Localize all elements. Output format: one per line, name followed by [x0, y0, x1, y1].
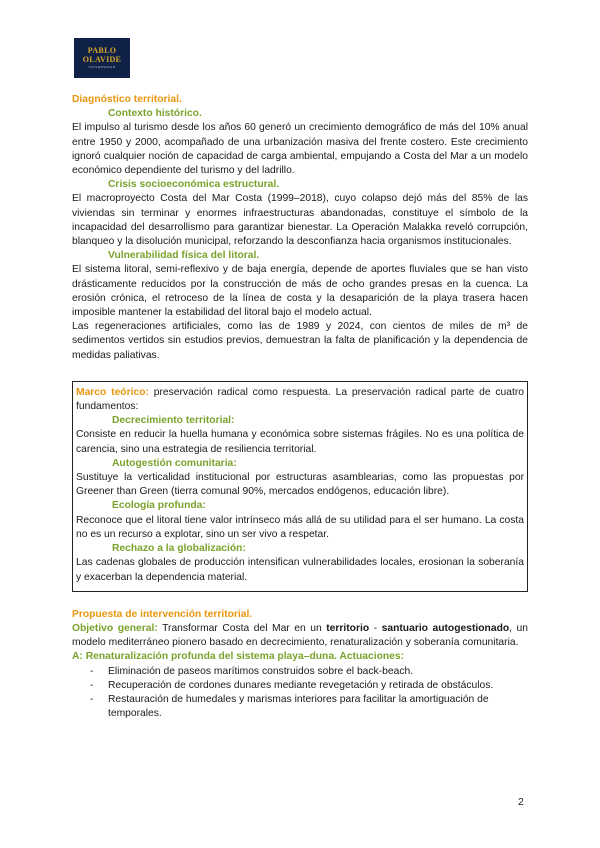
actions-list	[72, 665, 528, 722]
university-logo	[74, 38, 130, 78]
marco-intro	[76, 386, 524, 414]
objetivo-general	[72, 622, 528, 650]
propuesta-title: Propuesta de intervención territorial.	[72, 608, 253, 620]
page-content	[72, 93, 528, 721]
marco-heading-globalizacion: Rechazo a la globalización:	[112, 543, 246, 555]
section-a-heading: A: Renaturalización profunda del sistema playa–duna. Actuaciones:	[72, 651, 405, 663]
section-heading-crisis: Crisis socioeconómica estructural.	[108, 179, 280, 191]
objetivo-label: Objetivo general:	[72, 622, 158, 634]
logo-text-line3: UNIVERSIDAD	[88, 65, 116, 69]
diagnostico-title: Diagnóstico territorial.	[72, 94, 182, 105]
paragraph-contexto: El impulso al turismo desde los años 60 generó un crecimiento demográfico de más del 10% anual entre 1950 y 2000, acompañado de una urbanización masiva del frente costero. Este crecimiento ignoró cualquier noción de capacidad de carga ambiental, empujando a Costa del Mar a un modelo económico dependiente del turismo y del ladrillo.	[72, 122, 528, 177]
objetivo-bold-santuario: santuario autogestionado	[381, 622, 510, 634]
objetivo-sep: -	[369, 622, 382, 634]
list-item: - Restauración de humedales y marismas interiores para facilitar la amortiguación de temporales.	[72, 693, 528, 721]
logo-text-line2: OLAVIDE	[82, 55, 122, 64]
marco-heading-autogestion: Autogestión comunitaria:	[112, 457, 237, 469]
paragraph-vulnerabilidad-1: El sistema litoral, semi-reflexivo y de baja energía, depende de aportes fluviales que se han visto drásticamente reducidos por la construcción de más de ocho grandes presas en la cuenca. La erosión crónica, el retroceso de la línea de costa y la desaparición de la playa trasera hacen imposible mantener la estabilidad del litoral bajo el modelo actual.	[72, 264, 528, 319]
objetivo-post: , un modelo mediterráneo pionero basado en decrecimiento, renaturalización y soberanía comunitaria.	[72, 622, 528, 649]
paragraph-vulnerabilidad-2: Las regeneraciones artificiales, como las de 1989 y 2024, con cientos de miles de m³ de sedimentos vertidos sin estudios previos, demuestran la falta de planificación y la dependencia de medidas paliativas.	[72, 321, 528, 361]
marco-text-globalizacion: Las cadenas globales de producción intensifican vulnerabilidades locales, erosionan la soberanía y exacerban la dependencia material.	[76, 557, 524, 583]
objetivo-bold-territorio: territorio	[326, 622, 370, 634]
section-heading-vulnerabilidad: Vulnerabilidad física del litoral.	[108, 250, 260, 262]
marco-intro-text: preservación radical como respuesta. La preservación radical parte de cuatro fundamentos:	[76, 386, 524, 413]
paragraph-crisis: El macroproyecto Costa del Mar Costa (1999–2018), cuyo colapso dejó más del 85% de las viviendas sin terminar y enormes infraestructuras abandonadas, constituye el símbolo de la incapacidad del desarrollismo para garantizar bienestar. La Operación Malakka reveló corrupción, blanqueo y la disolución municipal, reforzando la desconfianza hacia organismos institucionales.	[72, 193, 528, 248]
marco-label: Marco teórico:	[76, 386, 149, 398]
marco-heading-decrecimiento: Decrecimiento territorial:	[112, 415, 235, 427]
marco-teorico-box	[72, 381, 528, 592]
marco-heading-ecologia: Ecología profunda:	[112, 500, 206, 512]
list-item: - Eliminación de paseos marítimos construidos sobre el back-beach.	[72, 665, 528, 679]
objetivo-pre: Transformar Costa del Mar en un	[157, 622, 327, 634]
marco-text-decrecimiento: Consiste en reducir la huella humana y económica sobre sistemas frágiles. No es una política de carencia, sino una estrategia de resiliencia territorial.	[76, 429, 524, 455]
marco-text-ecologia: Reconoce que el litoral tiene valor intrínseco más allá de su utilidad para el ser humano. La costa no es un recurso a explotar, sino un ser vivo a respetar.	[76, 514, 524, 540]
marco-text-autogestion: Sustituye la verticalidad institucional por estructuras asamblearias, como las propuestas por Greener than Green (tierra comunal 90%, mercados endógenos, educación libre).	[76, 472, 524, 498]
section-heading-contexto: Contexto histórico.	[108, 108, 202, 120]
list-item: - Recuperación de cordones dunares mediante revegetación y retirada de obstáculos.	[72, 679, 528, 693]
page-number: 2	[518, 796, 524, 808]
logo-text-line1: PABLO	[87, 46, 117, 55]
